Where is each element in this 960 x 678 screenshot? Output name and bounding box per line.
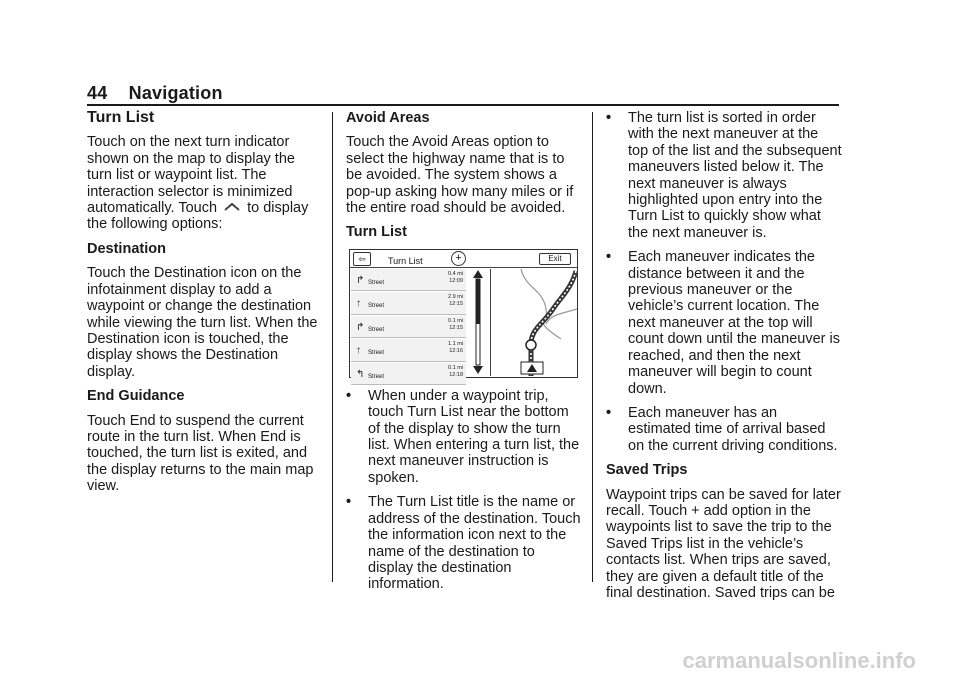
- maneuver-row: [351, 339, 466, 362]
- intro-text-b: to display the following options:: [87, 200, 309, 233]
- figure-title: Turn List: [388, 255, 423, 266]
- eta: 12:18: [449, 371, 463, 378]
- street-name: Street: [368, 279, 385, 286]
- turn-list-subheading: Turn List: [346, 224, 407, 241]
- route-map: [490, 269, 577, 376]
- straight-arrow-icon: ↑: [356, 345, 361, 357]
- street-name: Street: [368, 373, 385, 380]
- bullet-text: When under a waypoint trip, touch Turn List near the bottom of the display to show the turn list. When entering a turn list, the next maneuver instruction is spoken.: [368, 387, 580, 486]
- column-divider: [332, 112, 333, 582]
- destination-text: Touch the Destination icon on the infotainment display to add a waypoint or change the destination while viewing the turn list. When the Destination icon is touched, the display shows the Destination display.: [87, 265, 318, 380]
- distance: 0.1 mi: [448, 364, 463, 371]
- scroll-bar: [471, 269, 485, 375]
- intro-paragraph: [87, 134, 323, 232]
- distance: 1.1 mi: [448, 341, 463, 348]
- end-guidance-text: Touch End to suspend the current route in the turn list. When End is touched, the turn list is exited, and the display returns to the main map view.: [87, 412, 314, 495]
- maneuver-row: [351, 269, 466, 292]
- destination-heading: Destination: [87, 240, 166, 257]
- bullet-text: Each maneuver has an estimated time of arrival based on the current driving conditions.: [628, 404, 838, 454]
- maneuver-row: [351, 363, 466, 386]
- street-name: Street: [368, 326, 385, 333]
- turn-list-heading: Turn List: [87, 109, 155, 126]
- column-divider: [592, 112, 593, 582]
- saved-trips-text: Waypoint trips can be saved for later recall. Touch + add option in the waypoints list to save the trip to the Saved Trips list in the vehicle’s contacts list. When trips are saved, they are given a default title of the final destination. Saved trips can be: [606, 486, 841, 601]
- bullet-item: [606, 405, 842, 454]
- page-number: 44: [87, 83, 108, 103]
- street-name: Street: [368, 303, 385, 310]
- bullet-marker: •: [606, 110, 612, 126]
- bullet-text: The Turn List title is the name or address of the destination. Touch the information icon next to the name of the destination to display the destination information.: [368, 494, 581, 593]
- bullet-item: [606, 110, 842, 241]
- straight-arrow-icon: ↑: [356, 298, 361, 310]
- bullet-item: [606, 249, 842, 397]
- maneuver-row: [351, 316, 466, 339]
- bullet-marker: •: [606, 404, 612, 421]
- distance: 2.9 mi: [448, 294, 463, 301]
- eta: 12:15: [449, 324, 463, 331]
- section-title: Navigation: [128, 83, 223, 103]
- bullet-marker: •: [346, 494, 352, 511]
- column-1: [87, 110, 323, 503]
- distance: 0.1 mi: [448, 317, 463, 324]
- column-2: [346, 110, 581, 601]
- left-turn-arrow-icon: ↰: [356, 368, 365, 380]
- maneuver-row: [351, 292, 466, 315]
- intro-text-a: Touch on the next turn indicator shown on the map to display the turn list or waypoint list. The interaction selector is minimized automatically. Touch: [87, 134, 295, 217]
- avoid-areas-heading: Avoid Areas: [346, 110, 430, 126]
- avoid-areas-text: Touch the Avoid Areas option to select the highway name that is to be avoided. The system shows a pop-up asking how many miles or if the entire road should be avoided.: [346, 134, 574, 217]
- add-icon: +: [451, 251, 466, 266]
- eta: 12:09: [449, 277, 463, 284]
- eta: 12:15: [449, 301, 463, 308]
- column-3: [606, 110, 842, 609]
- back-arrow-icon: ⇦: [353, 252, 371, 266]
- distance: 0.4 mi: [448, 270, 463, 277]
- bullet-marker: •: [346, 387, 352, 404]
- bullet-text: Each maneuver indicates the distance between it and the previous maneuver or the vehicle’s current location. The next maneuver at the top will count down until the maneuver is reached, and then the next maneuver will begin to count down.: [628, 249, 840, 397]
- turn-arrow-icon: ↱: [356, 274, 365, 286]
- bullet-item: [346, 388, 581, 486]
- header-rule: [87, 104, 839, 106]
- bullet-text: The turn list is sorted in order with the next maneuver at the top of the list and the subsequent maneuvers listed below it. The next maneuver is always highlighted upon entry into the Turn List to quickly show what the next maneuver is.: [628, 110, 842, 241]
- bullet-item: [346, 494, 581, 592]
- exit-button: Exit: [539, 253, 571, 265]
- watermark: carmanualsonline.info: [682, 648, 916, 673]
- saved-trips-heading: Saved Trips: [606, 462, 688, 479]
- street-name: Street: [368, 350, 385, 357]
- end-guidance-heading: End Guidance: [87, 388, 185, 405]
- turn-list-figure: [349, 249, 578, 378]
- maneuver-list: [351, 269, 466, 387]
- chevron-up-icon: [223, 200, 241, 216]
- figure-top-bar: [350, 250, 577, 268]
- turn-arrow-icon: ↱: [356, 321, 365, 333]
- eta: 12:16: [449, 348, 463, 355]
- bullet-marker: •: [606, 249, 612, 266]
- page-header: [87, 83, 223, 104]
